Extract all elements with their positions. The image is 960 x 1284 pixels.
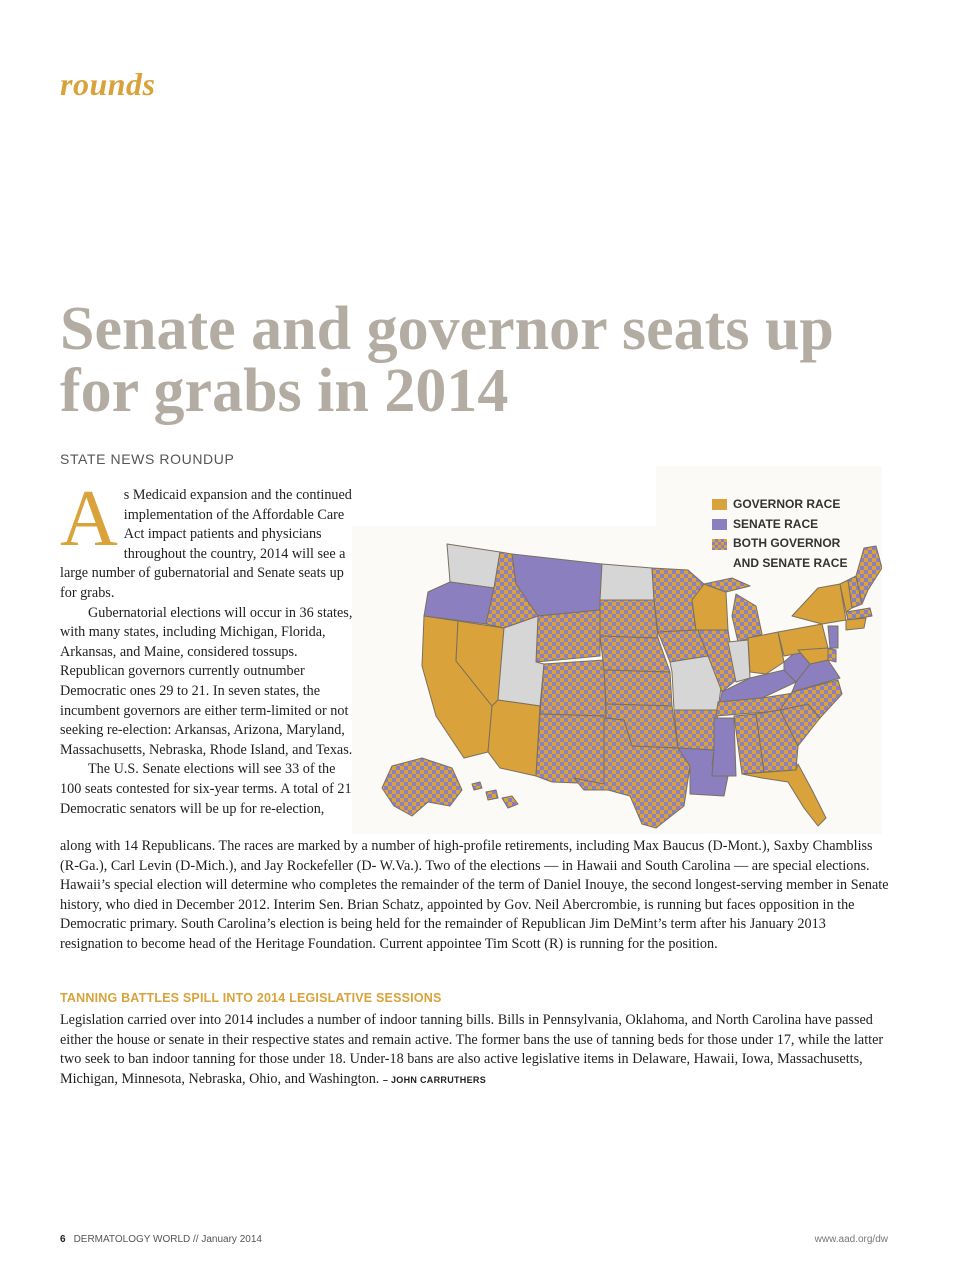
paragraph-governors: Gubernatorial elections will occur in 36 states, with many states, including Michigan, Florida, Arkansas, and Maine, considered tossups. Republican governors currently outnumber Democratic ones 29 to 21. In seven states, the incumbent governors are either term-limited or not seeking re-election: Arkansas, Arizona, Maryland, Massachusetts, Nebraska, Rhode Island, and Texas.	[60, 604, 353, 758]
state-wy	[536, 610, 600, 662]
footer-url[interactable]: www.aad.org/dw	[814, 1234, 888, 1245]
state-mi	[732, 594, 762, 642]
paragraph-intro: As Medicaid expansion and the continued implementation of the Affordable Care Act impact patients and physicians throughout the country, 2014 will see a large number of gubernatorial and Senate seats up for grabs.	[60, 475, 352, 601]
state-nm	[536, 714, 606, 784]
state-hi	[472, 782, 518, 808]
headline: Senate and governor seats up for grabs in 2014	[60, 295, 834, 425]
state-nd	[600, 564, 654, 600]
state-az	[488, 700, 540, 776]
both-swatch	[712, 539, 727, 550]
state-fl	[742, 764, 826, 826]
senate-swatch	[712, 519, 727, 530]
drop-cap: A	[60, 475, 118, 563]
paragraph-senate-continued: along with 14 Republicans. The races are marked by a number of high-profile retirements, including Max Baucus (D-Mont.), Saxby Chambliss (R-Ga.), Carl Levin (D-Mich.), and Jay Rockefeller (D- W.Va.). Two of the elections — in Hawaii and South Carolina — are special elections. Hawaii’s special election will determine who completes the remainder of the term of Daniel Inouye, the second longest-serving member in Senate history, who died in December 2012. Interim Sen. Brian Schatz, appointed by Gov. Neil Abercrombie, is running but faces opposition in the Democratic primary. South Carolina’s election is being held for the remainder of Republican Jim DeMint’s term after his January 2013 resignation to become head of the Heritage Foundation. Current appointee Tim Scott (R) is running for the position.	[60, 838, 889, 952]
paragraph-senate: The U.S. Senate elections will see 33 of the 100 seats contested for six-year terms. A total of 21 Democratic senators will be up for re-election,	[60, 761, 352, 817]
footer-left	[60, 1234, 262, 1245]
state-ri-ct	[846, 618, 866, 630]
subhead-tanning: TANNING BATTLES SPILL INTO 2014 LEGISLATIVE SESSIONS	[60, 991, 442, 1005]
state-ne	[600, 636, 670, 672]
paragraph-tanning: Legislation carried over into 2014 includes a number of indoor tanning bills. Bills in Pennsylvania, Oklahoma, and North Carolina have passed either the house or senate in their respective states and remain active. The former bans the use of tanning beds for those under 17, while the latter two seek to ban indoor tanning for those under 18. Under-18 bans are also active legislative items in Delaware, Hawaii, Iowa, Massachusetts, Michigan, Minnesota, Nebraska, Ohio, and Washington. – JOHN CARRUTHERS	[60, 1012, 884, 1087]
left-column	[60, 475, 360, 819]
state-ak	[382, 758, 462, 816]
state-me	[856, 546, 882, 604]
map-text-cutout	[352, 466, 656, 526]
section-tag: rounds	[60, 66, 156, 102]
legend-item-senate: SENATE RACE	[712, 517, 853, 537]
map-legend	[712, 497, 853, 573]
state-nj	[828, 626, 838, 648]
governor-swatch	[712, 499, 727, 510]
state-co	[540, 660, 606, 716]
state-ks	[604, 670, 672, 706]
legend-item-governor: GOVERNOR RACE	[712, 497, 853, 517]
legend-item-both: BOTH GOVERNOR AND SENATE RACE	[712, 537, 853, 573]
state-ms	[712, 718, 736, 776]
publication-info: DERMATOLOGY WORLD // January 2014	[73, 1234, 262, 1245]
state-oh	[748, 632, 784, 674]
state-de	[828, 648, 836, 662]
state-wa	[447, 544, 500, 588]
kicker: STATE NEWS ROUNDUP	[60, 451, 235, 467]
state-ny	[792, 584, 846, 624]
state-sd	[600, 600, 658, 638]
state-ar	[674, 710, 718, 750]
byline: – JOHN CARRUTHERS	[382, 1074, 487, 1085]
page-number: 6	[60, 1234, 66, 1245]
